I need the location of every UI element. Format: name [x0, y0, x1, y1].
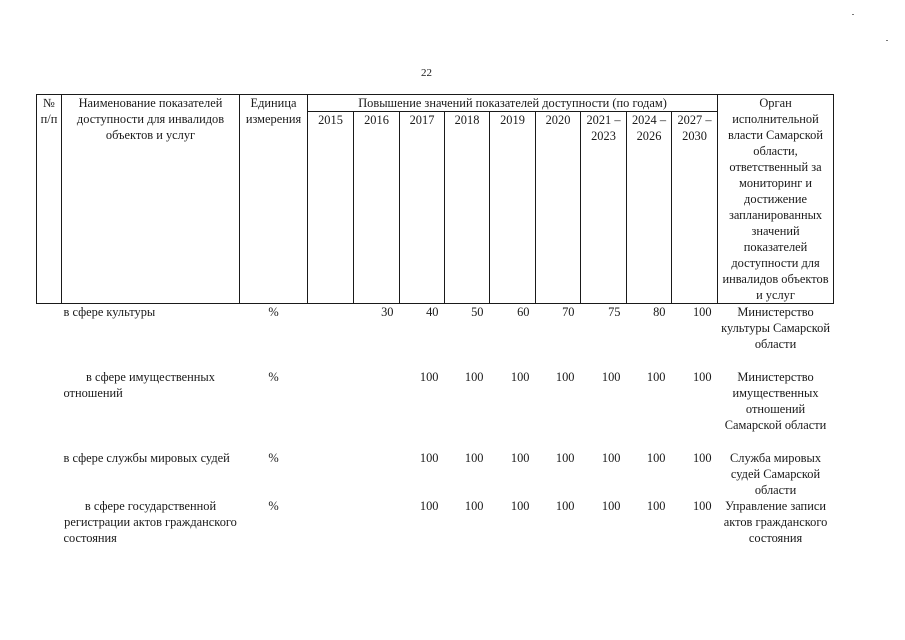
value-cell: 100: [419, 450, 439, 465]
page-number: 22: [421, 67, 432, 79]
value-cell: 100: [692, 305, 712, 319]
row-number: [37, 498, 62, 562]
header-responsible-organ: Орган исполнительной власти Самарской области, ответственный за мониторинг и достижение запланированных значений показателей доступности для инвалидов объектов и услуг: [718, 95, 834, 304]
value-cell: 100: [510, 450, 530, 465]
value-cell: 60: [517, 305, 530, 319]
value-cell: 70: [562, 305, 575, 319]
table-row: [37, 498, 834, 562]
value-cell: 100: [601, 369, 621, 384]
header-year: 2021 – 2023: [581, 112, 627, 304]
value-cell: 100: [510, 369, 530, 384]
value-cell: 100: [646, 450, 666, 465]
value-cell: 75: [608, 305, 621, 319]
table-header: [37, 95, 834, 304]
value-cell: 100: [555, 498, 575, 513]
value-cell: 100: [510, 498, 530, 513]
header-year: 2019: [490, 112, 536, 304]
value-cell: 40: [426, 305, 439, 319]
value-cell: 100: [692, 450, 712, 465]
table-body: [37, 304, 834, 562]
scan-speck: [852, 14, 854, 15]
value-cell: 100: [555, 369, 575, 384]
value-cell: 50: [471, 305, 484, 319]
indicator-name: в сфере службы мировых судей: [63, 450, 230, 465]
value-cell: 100: [464, 450, 484, 465]
value-cell: 100: [419, 369, 439, 384]
accessibility-indicators-table: [36, 94, 834, 562]
scan-speck: [886, 40, 888, 41]
responsible-organ: Управление записи актов гражданского состояния: [723, 498, 828, 545]
indicator-name: в сфере культуры: [63, 305, 156, 319]
unit-cell: %: [268, 305, 279, 319]
value-cell: 100: [692, 369, 712, 384]
header-year: 2020: [536, 112, 581, 304]
responsible-organ: Служба мировых судей Самарской области: [730, 450, 822, 497]
value-cell: 30: [381, 305, 394, 319]
indicator-name: в сфере имущественных отношений: [63, 369, 215, 400]
value-cell: [354, 369, 400, 450]
unit-cell: %: [268, 450, 279, 465]
value-cell: [308, 450, 354, 498]
row-number: [37, 369, 62, 450]
table-row: [37, 450, 834, 498]
value-cell: 100: [692, 498, 712, 513]
header-year: 2015: [308, 112, 354, 304]
unit-cell: %: [268, 498, 279, 513]
unit-cell: %: [268, 369, 279, 384]
value-cell: 100: [601, 498, 621, 513]
responsible-organ: Министерство культуры Самарской области: [721, 305, 830, 351]
header-unit: Единица измерения: [240, 95, 308, 304]
value-cell: [354, 450, 400, 498]
value-cell: 100: [646, 369, 666, 384]
value-cell: [308, 369, 354, 450]
value-cell: [354, 498, 400, 562]
header-year: 2017: [400, 112, 445, 304]
header-year: 2024 – 2026: [627, 112, 672, 304]
value-cell: [308, 304, 354, 369]
table-row: [37, 369, 834, 450]
table-row: [37, 304, 834, 369]
header-indicator-name: Наименование показателей доступности для инвалидов объектов и услуг: [62, 95, 240, 304]
value-cell: 100: [555, 450, 575, 465]
value-cell: 100: [419, 498, 439, 513]
value-cell: 100: [601, 450, 621, 465]
indicator-name: в сфере государственной регистрации актов гражданского состояния: [63, 498, 237, 545]
row-number: [37, 450, 62, 498]
header-number: № п/п: [37, 95, 62, 304]
value-cell: 100: [646, 498, 666, 513]
value-cell: 80: [653, 305, 666, 319]
header-year: 2018: [445, 112, 490, 304]
header-year: 2016: [354, 112, 400, 304]
value-cell: 100: [464, 498, 484, 513]
row-number: [37, 304, 62, 369]
header-year: 2027 – 2030: [672, 112, 718, 304]
value-cell: [308, 498, 354, 562]
header-years-group: Повышение значений показателей доступности (по годам): [308, 95, 718, 112]
responsible-organ: Министерство имущественных отношений Самарской области: [724, 369, 827, 432]
value-cell: 100: [464, 369, 484, 384]
